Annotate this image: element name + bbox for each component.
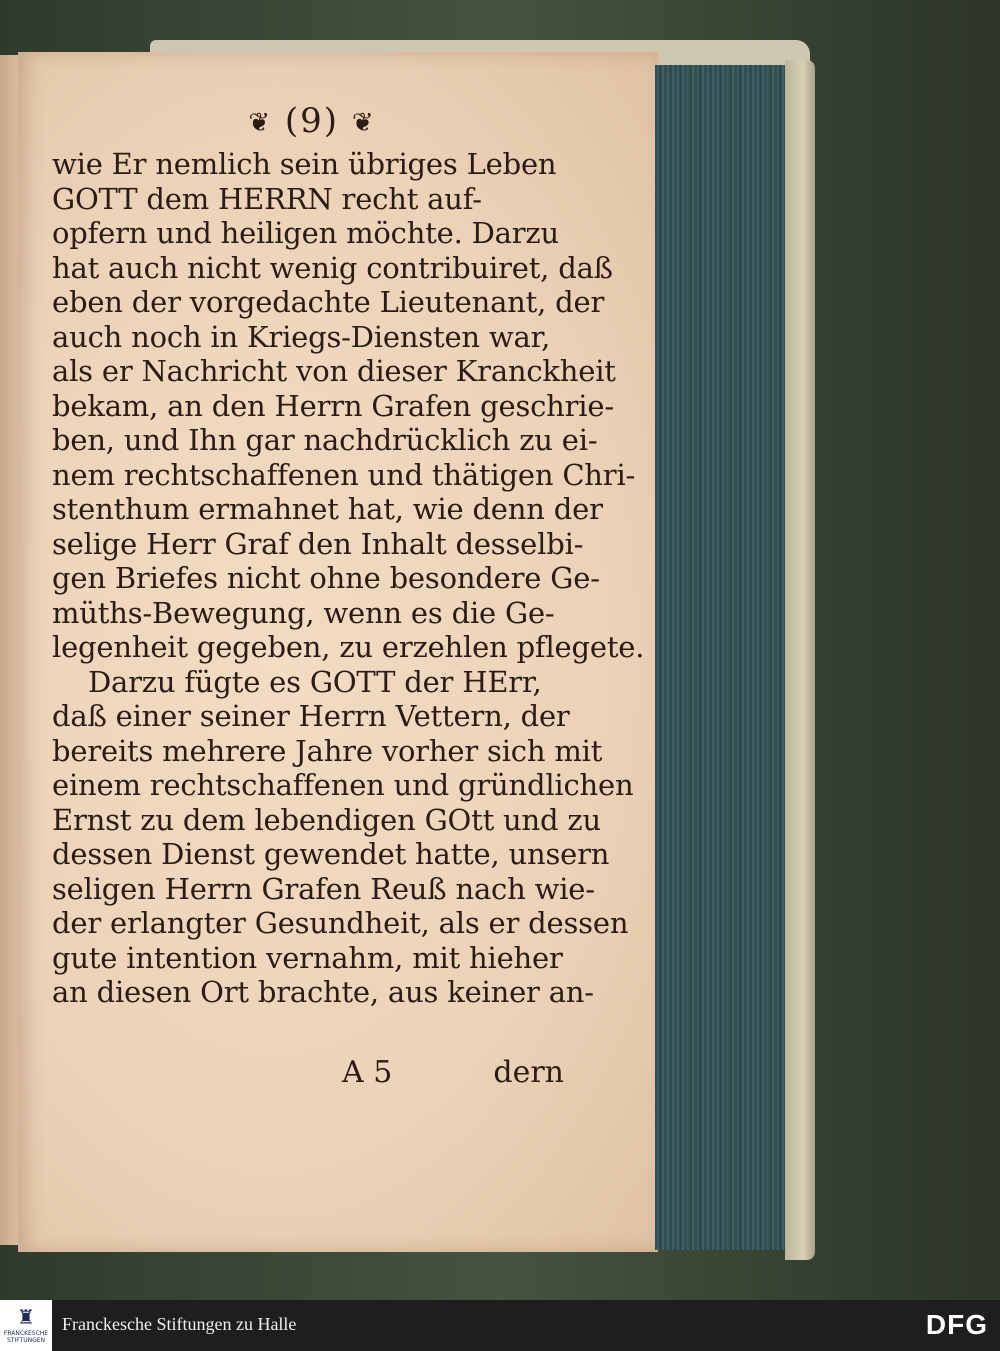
text-line: seligen Herrn Grafen Reuß nach wie- <box>52 871 595 906</box>
text-line: auch noch in Kriegs-Diensten war, <box>52 319 551 354</box>
institution-name[interactable]: Franckesche Stiftungen zu Halle <box>62 1314 297 1334</box>
page-header <box>52 95 572 147</box>
text-line: an diesen Ort brachte, aus keiner an- <box>52 975 594 1009</box>
text-line: legenheit gegeben, zu erzehlen pflegete. <box>52 630 645 664</box>
text-line: stenthum ermahnet hat, wie denn der <box>52 492 603 526</box>
text-line: opfern und heiligen möchte. Darzu <box>52 216 559 250</box>
page-footer <box>52 1055 572 1095</box>
page-text <box>52 95 645 1095</box>
catchword: dern <box>493 1055 564 1090</box>
text-line: hat auch nicht wenig contribuiret, daß <box>52 250 613 285</box>
text-line: dessen Dienst gewendet hatte, unsern <box>52 837 610 871</box>
tower-icon: ♜ <box>17 1305 35 1329</box>
text-line: der erlangter Gesundheit, als er dessen <box>52 906 629 940</box>
logo-label: FRANCKESCHE STIFTUNGEN <box>3 1330 49 1344</box>
ornament-left-icon: ❦ <box>248 108 273 138</box>
text-line: GOTT dem HERRN recht auf- <box>52 181 482 216</box>
institution-logo[interactable] <box>0 1300 52 1351</box>
text-line: ben, und Ihn gar nachdrücklich zu ei- <box>52 423 598 457</box>
dfg-logo[interactable]: DFG <box>925 1309 988 1340</box>
ornament-right-icon: ❦ <box>351 108 376 138</box>
viewer-footer-bar <box>0 1300 1000 1351</box>
text-line: wie Er nemlich sein übriges Leben <box>52 147 557 181</box>
page-number: (9) <box>284 101 340 141</box>
text-line: eben der vorgedachte Lieutenant, der <box>52 285 605 319</box>
text-line: daß einer seiner Herrn Vettern, der <box>52 699 570 733</box>
text-line: als er Nachricht von dieser Kranckheit <box>52 354 616 388</box>
text-line: selige Herr Graf den Inhalt desselbi- <box>52 526 584 561</box>
text-line: müths-Bewegung, wenn es die Ge- <box>52 595 555 630</box>
text-line: gute intention vernahm, mit hieher <box>52 940 563 975</box>
book-cover-right <box>785 60 815 1260</box>
text-line: einem rechtschaffenen und gründlichen <box>52 768 634 802</box>
page-block-edge <box>655 65 790 1250</box>
text-line: gen Briefes nicht ohne besondere Ge- <box>52 561 600 595</box>
text-line: Ernst zu dem lebendigen GOtt und zu <box>52 802 601 837</box>
text-line: bereits mehrere Jahre vorher sich mit <box>52 733 603 768</box>
text-line: nem rechtschaffenen und thätigen Chri- <box>52 457 636 492</box>
text-line-paragraph-start: Darzu fügte es GOTT der HErr, <box>88 664 542 699</box>
signature-mark: A 5 <box>342 1055 393 1090</box>
text-line: bekam, an den Herrn Grafen geschrie- <box>52 388 614 423</box>
